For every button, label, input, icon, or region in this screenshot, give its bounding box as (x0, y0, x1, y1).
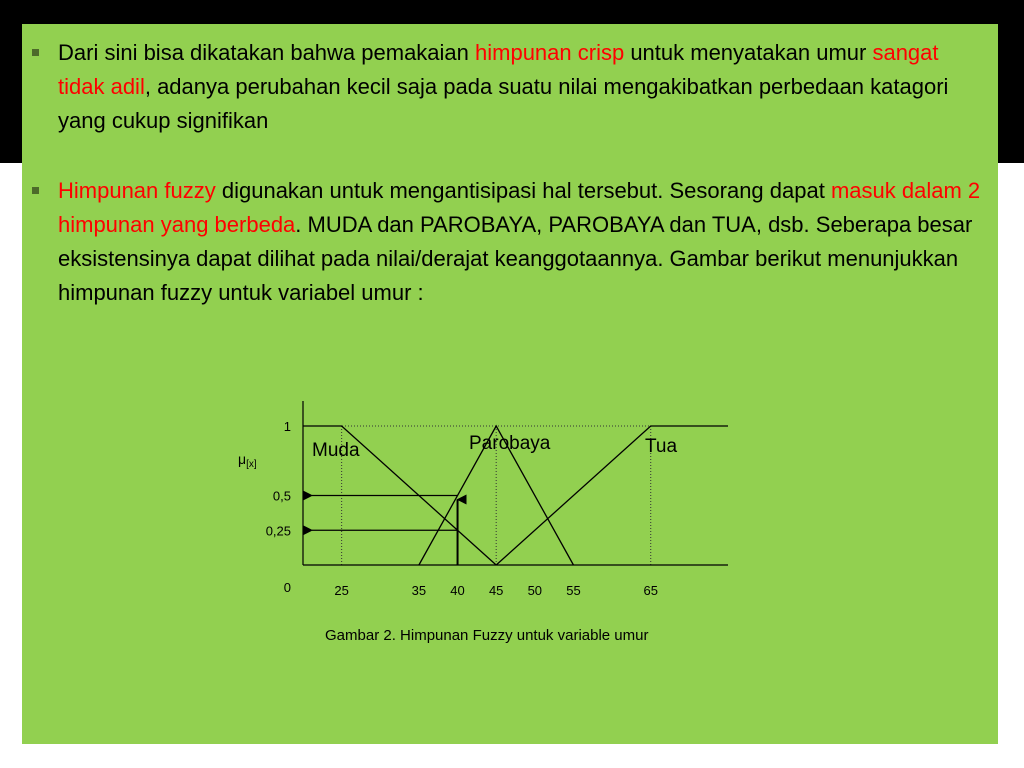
bullet1-text-part2: untuk menyatakan umur (624, 40, 873, 65)
x-tick-label: 45 (488, 583, 504, 598)
y-axis-label (238, 451, 257, 470)
chart-labels (266, 419, 678, 598)
y-tick-label: 0,5 (272, 488, 291, 504)
x-tick-label: 50 (527, 583, 543, 598)
bullet2-highlight-fuzzy: Himpunan fuzzy (58, 178, 216, 203)
x-tick-label: 55 (566, 583, 581, 598)
y-axis-label-subscript: [x] (246, 459, 257, 470)
bullet1-highlight-crisp: himpunan crisp (475, 40, 625, 65)
bullet2-highlight-two-sets: masuk dalam 2 himpunan yang berbeda (58, 178, 981, 237)
bullet2-text-part1: digunakan untuk mengantisipasi hal tersebut. Sesorang dapat (215, 178, 831, 203)
y-tick-label: 0,25 (265, 523, 291, 539)
x-tick-label: 40 (450, 583, 465, 598)
bullet1-text-part1: Dari sini bisa dikatakan bahwa pemakaian (58, 40, 476, 65)
bullet1-text-part3: , adanya perubahan kecil saja pada suatu nilai mengakibatkan perbedaan katagori yang cukup signifikan (58, 74, 949, 133)
y-tick-label: 0 (283, 580, 291, 595)
bullet2-text-part2: . MUDA dan PAROBAYA, PAROBAYA dan TUA, dsb. Seberapa besar eksistensinya dapat dilihat pada nilai/derajat keanggotaannya. Gambar berikut menunjukkan himpunan fuzzy untuk variabel umur : (58, 212, 973, 305)
x-tick-label: 25 (334, 583, 349, 598)
series-label-parobaya: Parobaya (469, 433, 551, 454)
y-axis-label-mu: μ (238, 451, 247, 467)
bullet1-highlight-unfair: sangat tidak adil (58, 40, 939, 99)
x-tick-label: 65 (643, 583, 658, 598)
chart-caption: Gambar 2. Himpunan Fuzzy untuk variable umur (325, 627, 649, 644)
series-label-muda: Muda (312, 440, 360, 461)
y-tick-label: 1 (283, 419, 291, 434)
chart-marker-group (312, 496, 458, 566)
series-label-tua: Tua (645, 436, 678, 457)
x-tick-label: 35 (411, 583, 427, 598)
